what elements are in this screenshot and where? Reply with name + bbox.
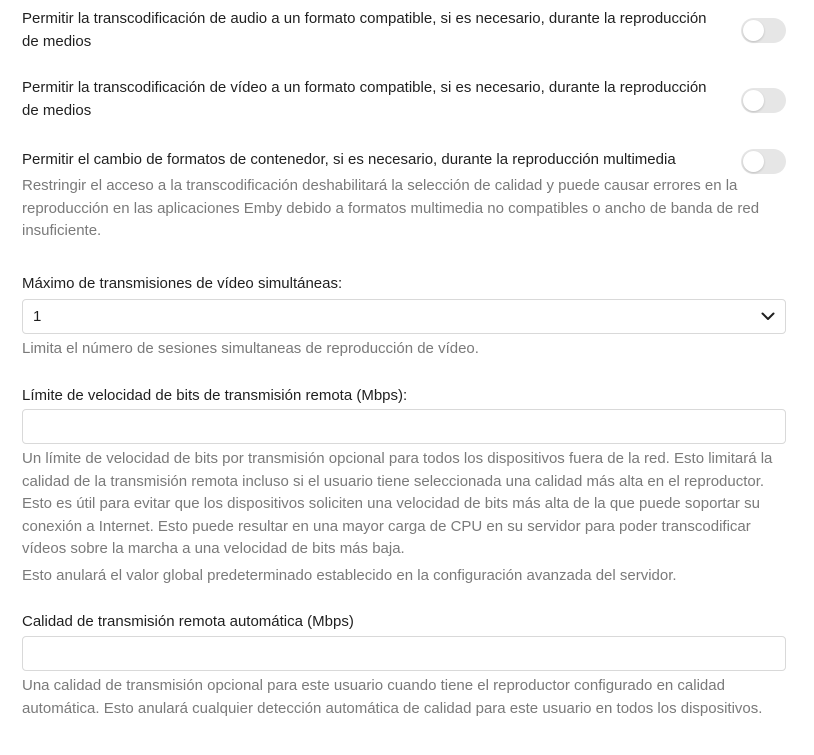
video-transcoding-label: Permitir la transcodificación de vídeo a un formato compatible, si es necesario, durante la reproducción de medios [22,79,707,119]
max-streams-help: Limita el número de sesiones simultaneas de reproducción de vídeo. [22,340,479,357]
video-transcoding-toggle[interactable] [741,88,786,113]
transcoding-help-text: Restringir el acceso a la transcodificación deshabilitará la selección de calidad y puede causar errores en la reproducción en las aplicaciones Emby debido a formatos multimedia no compatibles o ancho de banda de red insuficiente. [22,177,760,239]
toggle-knob [743,151,764,172]
audio-transcoding-toggle[interactable] [741,18,786,43]
container-conversion-row [22,149,786,174]
toggle-knob [743,90,764,111]
container-conversion-label: Permitir el cambio de formatos de contenedor, si es necesario, durante la reproducción multimedia [22,151,676,168]
auto-quality-label: Calidad de transmisión remota automática (Mbps) [22,613,354,630]
max-streams-value: 1 [33,308,42,325]
audio-transcoding-row [22,8,786,53]
auto-quality-input[interactable] [22,636,786,671]
auto-quality-help: Una calidad de transmisión opcional para este usuario cuando tiene el reproductor configurado en calidad automática. Esto anulará cualquier detección automática de calidad para este usuario en todos los dispositivos. [22,677,763,717]
max-streams-select[interactable] [22,299,786,334]
toggle-knob [743,20,764,41]
chevron-down-icon [761,310,775,324]
remote-bitrate-help-global: Esto anulará el valor global predeterminado establecido en la configuración avanzada del servidor. [22,567,677,584]
video-transcoding-row [22,77,786,122]
max-streams-label: Máximo de transmisiones de vídeo simultáneas: [22,275,343,292]
audio-transcoding-label: Permitir la transcodificación de audio a un formato compatible, si es necesario, durante la reproducción de medios [22,10,707,50]
remote-bitrate-help: Un límite de velocidad de bits por transmisión opcional para todos los dispositivos fuera de la red. Esto limitará la calidad de la transmisión remota incluso si el usuario tiene seleccionada una calidad más alta en el reproductor. Esto es útil para evitar que los dispositivos soliciten una velocidad de bits más alta de la que puede soportar su conexión a Internet. Esto puede resultar en una mayor carga de CPU en su servidor para poder transcodificar vídeos sobre la marcha a una velocidad de bits más baja. [22,450,773,557]
remote-bitrate-input[interactable] [22,409,786,444]
container-conversion-toggle[interactable] [741,149,786,174]
remote-bitrate-label: Límite de velocidad de bits de transmisión remota (Mbps): [22,387,408,404]
